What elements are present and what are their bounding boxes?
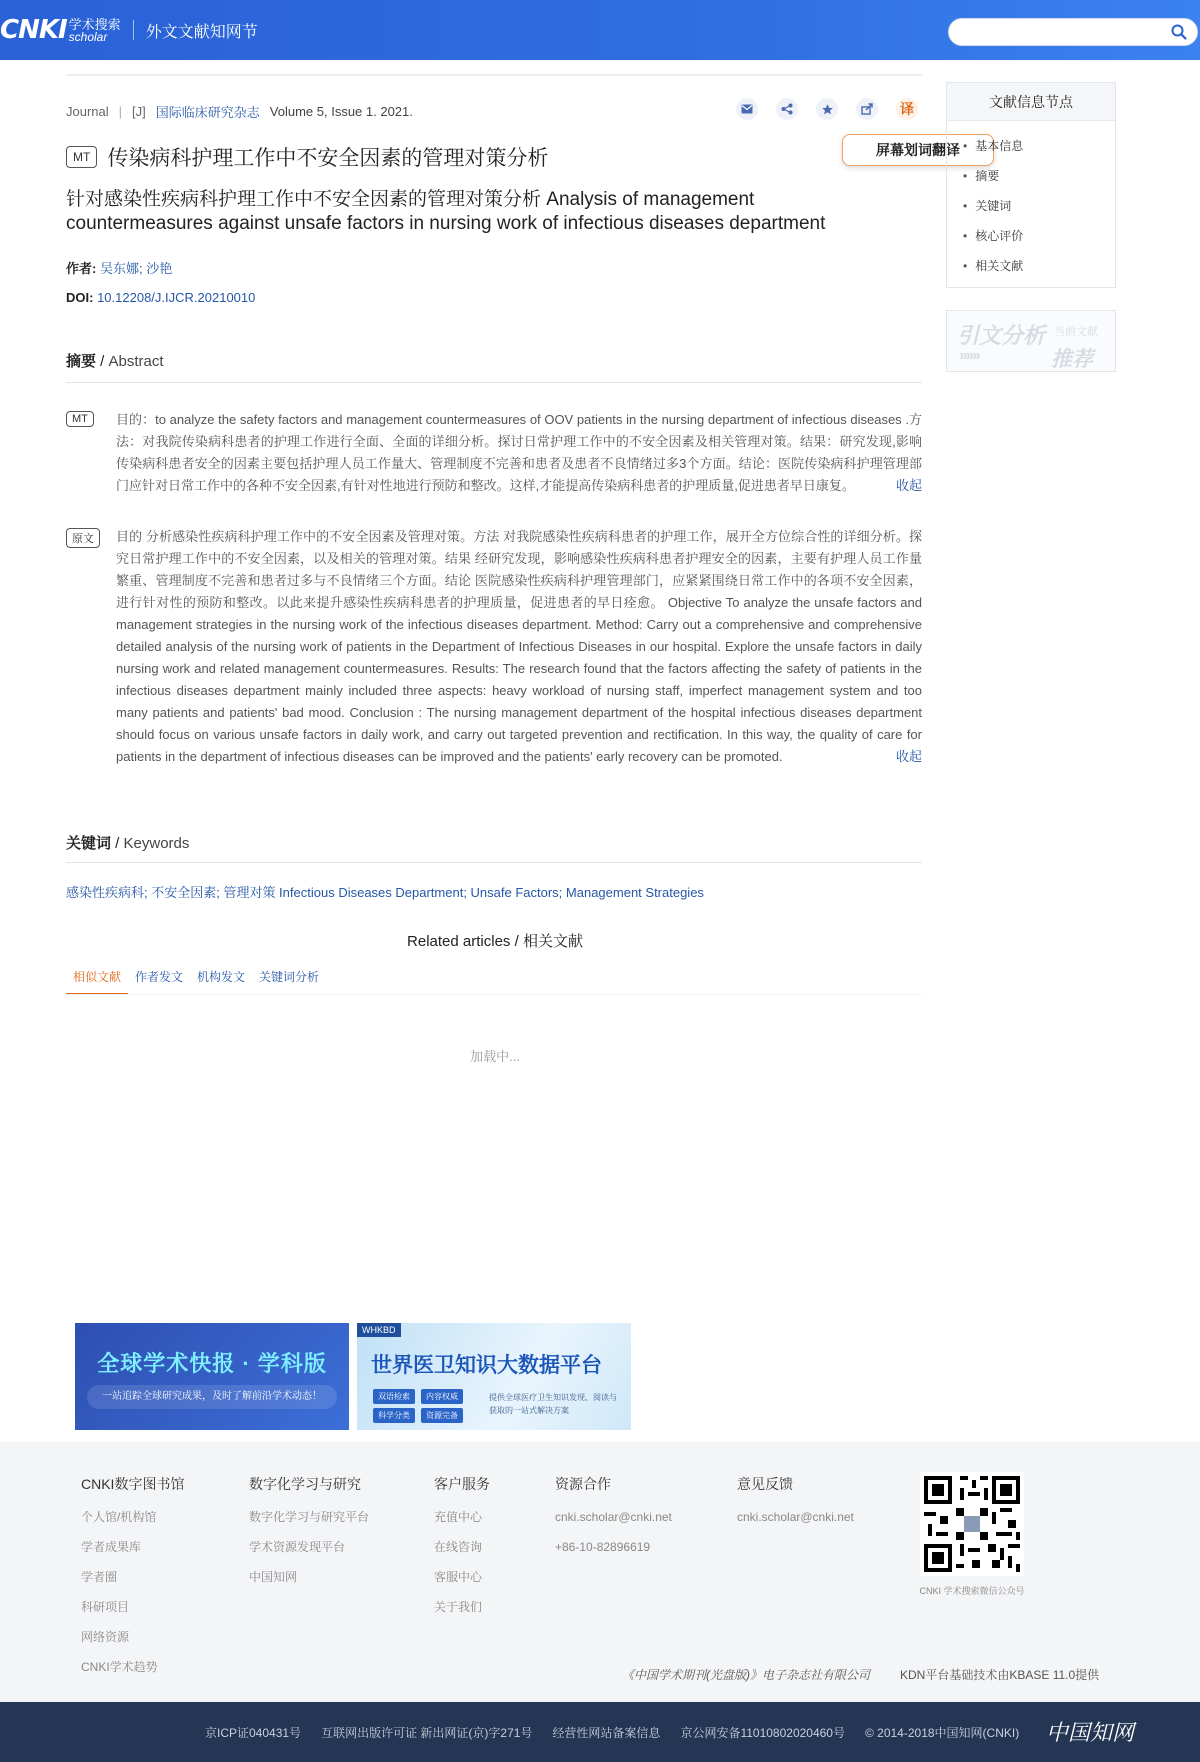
tab-similar[interactable]: 相似文献: [66, 968, 128, 995]
tab-author-papers[interactable]: 作者发文: [135, 970, 184, 984]
website-record[interactable]: 经营性网站备案信息: [552, 1726, 661, 1740]
keyword-links[interactable]: 感染性疾病科; 不安全因素; 管理对策 Infectious Diseases Department; Unsafe Factors; Management Strategies: [66, 885, 704, 900]
tab-keyword-analysis[interactable]: 关键词分析: [259, 970, 320, 984]
banner-chip: 资源完备: [421, 1408, 463, 1423]
original-badge: 原文: [66, 528, 100, 548]
article-meta: [66, 102, 413, 121]
share-icon: [781, 103, 793, 115]
collapse-link[interactable]: 收起: [895, 478, 922, 493]
doc-code: [J]: [132, 104, 146, 119]
banner-description: 提供全球医疗卫生知识发现、阅读与获取的一站式解决方案: [489, 1393, 617, 1415]
author-links[interactable]: 吴东娜; 沙艳: [99, 261, 173, 276]
footer-link[interactable]: 中国知网: [249, 1570, 298, 1584]
abstract-divider: [66, 382, 922, 383]
footer-link[interactable]: 学者成果库: [81, 1540, 142, 1554]
cnki-scholar-logo[interactable]: [0, 14, 258, 46]
kdn-credit: KDN平台基础技术由KBASE 11.0提供: [900, 1668, 1100, 1682]
node-abstract[interactable]: • 摘要: [963, 161, 1115, 191]
publishing-license[interactable]: 互联网出版许可证 新出网证(京)字271号: [321, 1726, 533, 1740]
footer-link[interactable]: 网络资源: [81, 1630, 130, 1644]
qr-caption: CNKI 学术搜索微信公众号: [919, 1586, 1025, 1596]
tabs-divider: [66, 994, 922, 995]
node-basic-info[interactable]: • 基本信息: [963, 131, 1115, 161]
banner-chip: 科学分类: [373, 1408, 415, 1423]
logo-divider: [133, 20, 134, 40]
abstract-heading-cn: 摘要: [66, 353, 97, 370]
footer-link[interactable]: 数字化学习与研究平台: [249, 1510, 370, 1524]
mt-badge: MT: [66, 146, 97, 168]
footer-col-library: [81, 1474, 184, 1690]
footer-email[interactable]: cnki.scholar@cnki.net: [555, 1510, 672, 1524]
logo-en: scholar: [68, 29, 108, 44]
banner-chips: [373, 1389, 463, 1423]
footer-link[interactable]: 学术资源发现平台: [249, 1540, 346, 1554]
translate-button[interactable]: 译: [896, 98, 918, 120]
node-keywords[interactable]: • 关键词: [963, 191, 1115, 221]
scholar-express-banner[interactable]: [75, 1323, 349, 1430]
footer-col-learning: [249, 1474, 369, 1600]
footer-col-title: 数字化学习与研究: [249, 1476, 361, 1492]
footer-col-feedback: [737, 1474, 854, 1540]
loading-indicator: 加载中...: [470, 1049, 520, 1064]
authors-line: [66, 258, 172, 277]
logo-text: CNKI: [0, 15, 67, 45]
keywords-heading-cn: 关键词: [66, 835, 112, 852]
banner-chip: 双语检索: [373, 1389, 415, 1404]
mt-abstract-block: [66, 409, 922, 497]
footer-link[interactable]: 在线咨询: [434, 1540, 483, 1554]
mt-abstract-text: 目的：to analyze the safety factors and management countermeasures of OOV patients in the nursing department of infectious diseases .方法：对我院传染病科患者的护理工作进行全面、全面的详细分析。探讨日常护理工作中的不安全因素及相关管理对策。结果：研究发现,影响传染病科患者安全的因素主要包括护理人员工作量大、管理制度不完善和患者及患者不良情绪过多3个方面。结论：医院传染病科护理管理部门应针对日常工作中的各种不安全因素,有针对性地进行预防和整改。这样,才能提高传染病科患者的护理质量,促进患者早日康复。: [116, 412, 922, 493]
share-button[interactable]: [776, 98, 798, 120]
chevrons-icon: ››››››: [959, 347, 979, 364]
doi-line: [66, 290, 255, 305]
collapse-link[interactable]: 收起: [895, 749, 922, 764]
doi-link[interactable]: 10.12208/J.IJCR.20210010: [97, 290, 256, 305]
panel-title: 文献信息节点: [947, 83, 1115, 121]
keywords-divider: [66, 862, 922, 863]
doc-type: Journal: [66, 104, 109, 119]
banner-recommend-text: 推荐: [1051, 348, 1093, 371]
export-button[interactable]: [856, 98, 878, 120]
journal-link[interactable]: 国际临床研究杂志: [155, 105, 260, 120]
banner-title: 全球学术快报 · 学科版: [97, 1351, 327, 1376]
node-list: [947, 121, 1115, 281]
email-button[interactable]: [736, 98, 758, 120]
cnki-footer-logo: 中国知网: [1046, 1721, 1135, 1746]
top-header: [0, 0, 1200, 60]
copyright: © 2014-2018中国知网(CNKI): [864, 1726, 1020, 1740]
footer-email[interactable]: cnki.scholar@cnki.net: [737, 1510, 854, 1524]
footer-link[interactable]: CNKI学术趋势: [81, 1660, 158, 1674]
abstract-heading-en: Abstract: [108, 353, 164, 370]
publisher-text: 《中国学术期刊(光盘版)》电子杂志社有限公司: [622, 1668, 870, 1682]
abstract-heading: 摘要 / Abstract: [66, 353, 164, 370]
tab-institution-papers[interactable]: 机构发文: [197, 970, 246, 984]
star-icon: [821, 103, 834, 116]
banner-subtitle: 一站追踪全球研究成果，及时了解前沿学术动态！: [87, 1385, 337, 1409]
whkbd-banner[interactable]: [357, 1323, 631, 1430]
search-icon[interactable]: [1171, 24, 1187, 40]
footer-col-title: 资源合作: [555, 1476, 611, 1492]
footer-link[interactable]: 个人馆/机构馆: [81, 1510, 157, 1524]
footer-col-title: 意见反馈: [737, 1476, 793, 1492]
banner-title: 世界医卫知识大数据平台: [371, 1354, 602, 1377]
envelope-icon: [741, 104, 753, 114]
related-heading-cn: 相关文献: [522, 933, 583, 950]
banner-main-text: 引文分析: [957, 323, 1046, 348]
search-input[interactable]: [948, 18, 1198, 46]
footer-link[interactable]: 充值中心: [434, 1510, 483, 1524]
related-tabs: [66, 968, 326, 995]
favorite-button[interactable]: [816, 98, 838, 120]
footer-link[interactable]: 科研项目: [81, 1600, 130, 1614]
document-nodes-panel: [946, 82, 1116, 288]
article-original-title: 针对感染性疾病科护理工作中不安全因素的管理对策分析 Analysis of management countermeasures against unsafe factors in nursing work of infectious diseases department: [66, 189, 826, 234]
related-articles-heading: Related articles / 相关文献: [407, 933, 583, 950]
article-title-row: [66, 142, 548, 172]
related-heading-en: Related articles: [407, 933, 511, 950]
logo-cn: 学术搜索: [68, 16, 121, 32]
footer-link[interactable]: 客服中心: [434, 1570, 483, 1584]
keywords-heading-en: Keywords: [123, 835, 190, 852]
banner-small-text: 当前文献: [1054, 326, 1098, 338]
node-related[interactable]: • 相关文献: [963, 251, 1115, 281]
footer-phone: +86-10-82896619: [555, 1540, 651, 1554]
translate-tooltip: 屏幕划词翻译: [842, 134, 994, 166]
original-abstract-block: [66, 526, 922, 768]
site-name: 外文文献知网节: [145, 23, 258, 41]
footer-col-title: 客户服务: [434, 1476, 490, 1492]
original-abstract-text: 目的 分析感染性疾病科护理工作中的不安全因素及管理对策。方法 对我院感染性疾病科患者的护理工作，展开全方位综合性的详细分析。探究日常护理工作中的不安全因素，以及相关的管理对策。结果 经研究发现，影响感染性疾病科患者护理安全的因素，主要有护理人员工作量繁重、管理制度不完善和患者过多与不良情绪三个方面。结论 医院感染性疾病科护理管理部门，应紧紧围绕日常工作中的各项不安全因素，进行针对性的预防和整改。以此来提升感染性疾病科患者的护理质量，促进患者的早日痊愈。 Objective To analyze the unsafe factors and management strategies in the nursing work of the infectious diseases department. Method: Carry out a comprehensive and comprehensive detailed analysis of the nursing work of patients in the Department of Infectious Diseases in our hospital. Explore the unsafe factors in daily nursing work and related management countermeasures. Results: The research found that the factors affecting the safety of patients in the infectious diseases department mainly included three aspects: heavy workload of nursing staff, imperfect management system and too many patients and patients' bad mood. Conclusion : The nursing management department of the hospital infectious diseases department should focus on various unsafe factors in daily work, and carry out targeted prevention and rectification. In this way, the quality of care for patients in the department of infectious diseases can be improved and the patients' early recovery can be promoted.: [116, 529, 922, 764]
footer-col-service: [434, 1474, 490, 1630]
icp-license[interactable]: 京ICP证040431号: [205, 1726, 302, 1740]
banner-tag: WHKBD: [357, 1323, 401, 1337]
doi-label: DOI:: [66, 290, 94, 305]
footer-col-title: CNKI数字图书馆: [81, 1476, 185, 1492]
article-title: 传染病科护理工作中不安全因素的管理对策分析: [107, 147, 549, 170]
footer-link[interactable]: 学者圈: [81, 1570, 118, 1584]
footer-link[interactable]: 关于我们: [434, 1600, 483, 1614]
export-icon: [861, 103, 874, 115]
public-security-record[interactable]: 京公网安备11010802020460号: [680, 1726, 845, 1740]
citation-analysis-banner[interactable]: [946, 310, 1116, 372]
node-core-evaluation[interactable]: • 核心评价: [963, 221, 1115, 251]
meta-divider: |: [118, 104, 123, 119]
wechat-qr-code: [920, 1472, 1024, 1576]
top-divider: [66, 74, 922, 76]
volume-issue: Volume 5, Issue 1. 2021.: [269, 104, 413, 119]
site-footer: [0, 1442, 1200, 1702]
banner-chip: 内容权威: [421, 1389, 463, 1404]
footer-col-cooperation: [555, 1474, 672, 1570]
mt-badge: MT: [66, 411, 94, 427]
authors-label: 作者:: [66, 261, 97, 276]
article-toolbar: [736, 98, 918, 120]
keywords-heading: 关键词 / Keywords: [66, 835, 190, 852]
bottom-legal-bar: [0, 1702, 1200, 1762]
